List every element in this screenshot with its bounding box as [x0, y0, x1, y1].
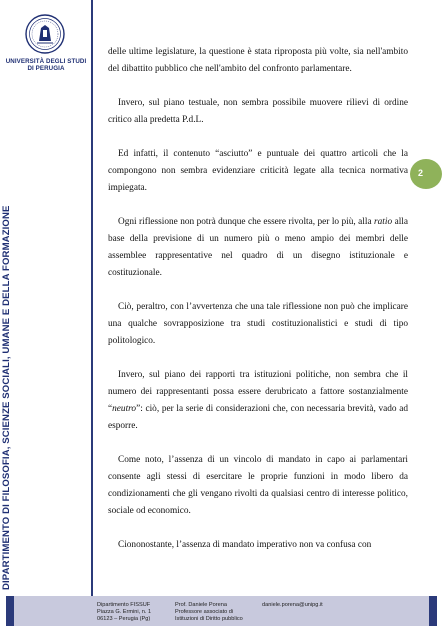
- sidebar: [0, 0, 92, 630]
- paragraph-7: Come noto, l’assenza di un vincolo di mandato in capo ai parlamentari consente agli stessi di esercitare le proprie funzioni in modo libero da condizionamenti che gli vengano rivolti da qualsiasi centro di interesse politico, sociale od economico.: [108, 455, 408, 516]
- paragraph-3: Ed infatti, il contenuto “asciutto” e puntuale dei quattro articoli che la compongono non sembra evidenziare criticità legate alla tecnica normativa impiegata.: [108, 149, 408, 193]
- paragraph-4-text-b: alla base della previsione di un numero più o meno ampio dei membri delle assemblee rappresentative nel quadro di un disegno istituzionale e costituzionale.: [108, 217, 408, 278]
- paragraph-4-text-a: Ogni riflessione non potrà dunque che essere rivolta, per lo più, alla: [118, 217, 375, 227]
- footer-dept-line1: Dipartimento FISSUF: [97, 602, 151, 608]
- footer-dept-line2: Piazza G. Ermini, n. 1: [97, 609, 152, 615]
- footer-department-address: [97, 602, 151, 623]
- paragraph-5: Ciò, peraltro, con l’avvertenza che una tale riflessione non può che implicare una qualche sovrapposizione tra studi costituzionalistici e studi di tipo politologico.: [108, 302, 408, 346]
- footer-accent-left: [6, 596, 14, 626]
- footer-email: [262, 602, 323, 609]
- university-seal-logo: [25, 14, 65, 54]
- paragraph-6-emphasis: neutro: [112, 404, 137, 414]
- university-name-line1: UNIVERSITÀ DEGLI STUDI: [5, 58, 87, 65]
- department-name: DIPARTIMENTO DI FILOSOFIA, SCIENZE SOCIALI, UMANE E DELLA FORMAZIONE: [1, 205, 12, 590]
- footer-prof-line3: Istituzioni di Diritto pubblico: [175, 616, 243, 622]
- paragraph-8: Ciononostante, l’assenza di mandato imperativo non va confusa con: [118, 540, 372, 550]
- paragraph-6: [108, 367, 408, 435]
- document-body: [108, 44, 408, 571]
- footer-email-text: daniele.porena@unipg.it: [262, 602, 323, 608]
- footer-dept-line3: 06123 – Perugia (Pg): [97, 616, 151, 622]
- department-vertical-label: [0, 0, 20, 596]
- university-name-line2: DI PERUGIA: [27, 65, 65, 72]
- paragraph-4: [108, 214, 408, 282]
- paragraph-1: delle ultime legislature, la questione è stata riproposta più volte, sia nell'ambito del dibattito pubblico che nell'ambito del confronto parlamentare.: [108, 47, 408, 74]
- footer-professor: [175, 602, 243, 623]
- page-number: 2: [418, 168, 424, 178]
- margin-rule: [91, 0, 93, 596]
- page-number-badge: [410, 159, 442, 189]
- footer-prof-line1: Prof. Daniele Porena: [175, 602, 227, 608]
- footer-accent-right: [429, 596, 437, 626]
- paragraph-4-emphasis: ratio: [374, 217, 393, 227]
- paragraph-2: Invero, sul piano testuale, non sembra possibile muovere rilievi di ordine critico alla predetta P.d.L.: [108, 98, 408, 125]
- paragraph-6-text-b: ”: ciò, per la serie di considerazioni che, con necessaria brevità, vado ad esporre.: [108, 404, 408, 431]
- footer-prof-line2: Professore associato di: [175, 609, 234, 615]
- paragraph-6-text-a: Invero, sul piano dei rapporti tra istituzioni politiche, non sembra che il numero dei rappresentanti possa essere derubricato a fattore sostanzialmente “: [108, 370, 408, 414]
